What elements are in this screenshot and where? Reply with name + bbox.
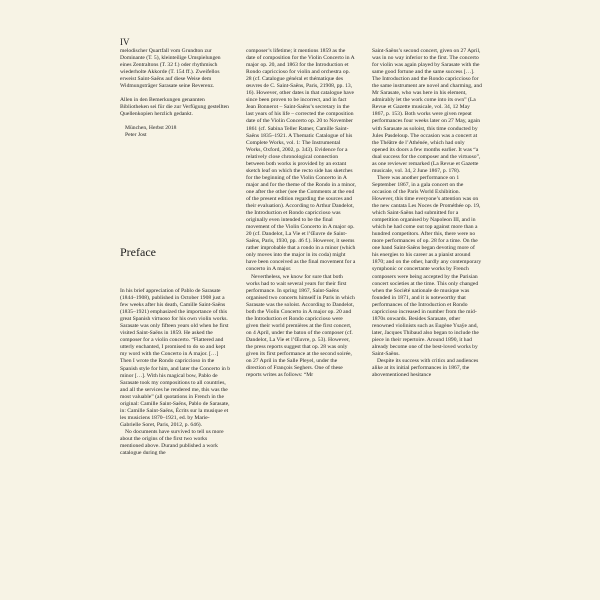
column-3-paragraph-1: Saint-Saëns’s second concert, given on 27 April, was in no way inferior to the first. The concerto for violin was again played by Sarasate with the same good fortune and the same success […]. The Introduction and the Rondo capriccioso for the same instrument are novel and charming, and Mr Sarasate, who was here in his element, admirably let the work come into its own” (La Revue et Gazette musicale, vol. 34, 12 May 1867, p. 153). Both works were given repeat performances four weeks later on 27 May, again with Sarasate as soloist, this time conducted by Jules Pasdeloup. The occasion was a concert at the Théâtre de l’Athénée, which had only opened its doors a few months earlier. It was “a dual success for the composer and the virtuoso”, as one reviewer remarked (La Revue et Gazette musicale, vol. 34, 2 June 1867, p. 178).: [372, 48, 482, 174]
page-number: IV: [120, 37, 130, 47]
column-1-top: [120, 48, 230, 140]
preface-paragraph-1: In his brief appreciation of Pablo de Sarasate (1844–1908), published in October 1908 just a few weeks after his death, Camille Saint-Saëns (1835–1921) emphasized the importance of this great Spanish virtuoso for his own violin works. Sarasate was only fifteen years old when he first visited Saint-Saëns in 1859. He asked the composer for a violin concerto. “Flattered and utterly enchanted, I promised to do so and kept my word with the Concerto in A major. […] Then I wrote the Rondo capriccioso in the Spanish style for him, and later the Concerto in b minor […]. With his magical bow, Pablo de Sarasate took my compositions to all countries, and all the services he rendered me, this was the most valuable” (all quotations in French in the original: Camille Saint-Saëns, Pablo de Sarasate, in: Camille Saint-Saëns, Écrits sur la musique et les musiciens 1870–1921, ed. by Marie-Gabrielle Soret, Paris, 2012, p. 646).: [120, 288, 230, 428]
signature-name: Peter Jost: [125, 132, 147, 139]
column-3: [372, 48, 482, 379]
column-2-paragraph-1: composer’s lifetime; it mentions 1859 as the date of composition for the Violin Concerto in A major op. 20, and 1863 for the Introduction et Rondo capriccioso for violin and orchestra op. 28 (cf. Catalogue général et thématique des œuvres de C. Saint-Saëns, Paris, 21908, pp. 13, 16). However, other dates in that catalogue have since been proven to be incorrect, and in fact Jean Bonnerot – Saint-Saëns’s secretary in the last years of his life – corrected the composition date of the Violin Concerto op. 20 to November 1861 (cf. Sabina Teller Ratner, Camille Saint-Saëns 1835–1921. A Thematic Catalogue of his Complete Works, vol. 1: The Instrumental Works, Oxford, 2002, p. 343). Evidence for a relatively close chronological connection between both works is provided by an extant sketch leaf on which the recto side has sketches for the beginning of the Violin Concerto in A major and for the theme of the Rondo in a minor, one after the other (see the Comments at the end of the present edition regarding the sources and their evaluation). According to Arthur Dandelot, the Introduction et Rondo capriccioso was originally even intended to be the final movement of the Violin Concerto in A major op. 20 (cf. Dandelot, La Vie et l’Œuvre de Saint-Saëns, Paris, 1930, pp. 46 f.). However, it seems rather improbable that a rondo in a minor (which only moves into the major in its coda) might have been conceived as the final movement for a concerto in A major.: [246, 48, 356, 273]
signature-place-date: München, Herbst 2018: [125, 125, 177, 132]
preface-paragraph-2: No documents have survived to tell us more about the origins of the first two works mentioned above. Durand published a work catalogue during the: [120, 428, 224, 457]
column-3-paragraph-3: Despite its success with critics and audiences alike at its initial performances in 1867, the abovementioned hesitance: [372, 358, 479, 379]
preface-heading: Preface: [120, 245, 156, 259]
column-1-preface: [120, 288, 230, 457]
column-3-paragraph-2: There was another performance on 1 September 1867, in a gala concert on the occasion of the Paris World Exhibition. However, this time everyone’s attention was on the new cantata Les Noces de Prométhée op. 19, which Saint-Saëns had submitted for a competition organised by Napoleon III, and in which he had come out top against more than a hundred competitors. After this, there were no more performances of op. 28 for a time. On the one hand Saint-Saëns began devoting more of his energies to his career as a pianist around 1870; and on the other, hardly any contemporary symphonic or concertante works by French composers were being accepted by the Parisian concert societies at the time. This only changed when the Société nationale de musique was founded in 1871, and it is noteworthy that performances of the Introduction et Rondo capriccioso increased in number from the mid-1870s onwards. Besides Sarasate, other renowned violinists such as Eugène Ysaÿe and, later, Jacques Thibaud also began to include the piece in their repertoire. Around 1890, it had already become one of the best-loved works by Saint-Saëns.: [372, 174, 482, 358]
column-2: [246, 48, 356, 379]
column-2-paragraph-2: Nevertheless, we know for sure that both works had to wait several years for their first performance. In spring 1867, Saint-Saëns organised two concerts himself in Paris in which Sarasate was the soloist. According to Dandelot, both the Violin Concerto in A major op. 20 and the Introduction et Rondo capriccioso were given their world premières at the first concert, on 4 April, under the baton of the composer (cf. Dandelot, La Vie et l’Œuvre, p. 53). However, the press reports suggest that op. 28 was only given its first performance at the second soirée, on 27 April in the Salle Pleyel, under the direction of François Seghers. One of these reports writes as follows: “Mr: [246, 273, 355, 379]
acknowledgement-paragraph: Allen in den Bemerkungen genannten Bibliotheken sei für die zur Verfügung gestellten Quellenkopien herzlich gedankt.: [120, 97, 229, 118]
german-paragraph-end: melodischer Quartfall vom Grundton zur Dominante (T. 5), kleinteilige Umspielungen eines Zentraltons (T. 32 f.) oder rhythmisch wiederholte Akkorde (T. 154 ff.). Zweifellos erweist Saint-Saëns auf diese Weise dem Widmungsträger Sarasate seine Reverenz.: [120, 48, 221, 90]
